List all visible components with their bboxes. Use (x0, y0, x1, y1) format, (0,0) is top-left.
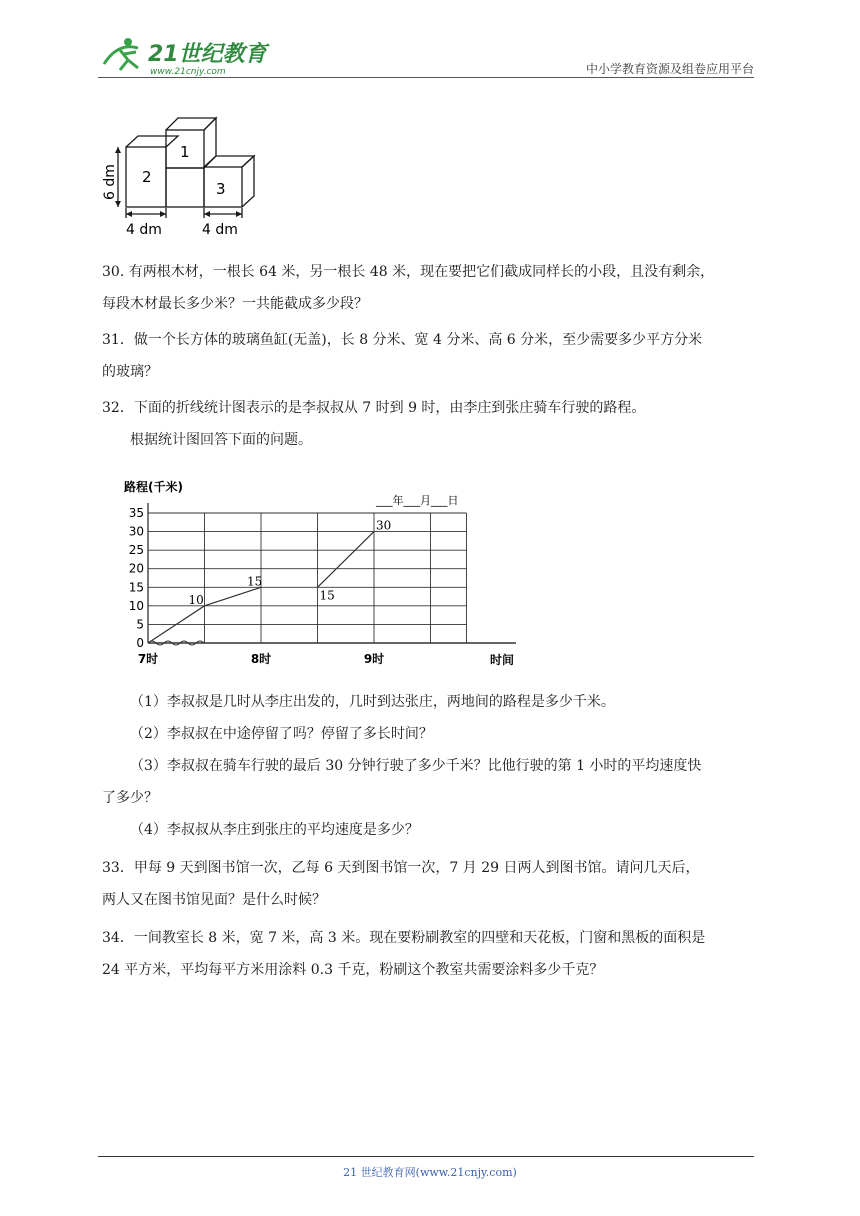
question-32 (102, 392, 762, 456)
page-header (98, 34, 754, 78)
logo-21cnjy (98, 34, 298, 78)
svg-text:21世纪教育: 21世纪教育 (148, 42, 267, 67)
y-tick-label: 5 (136, 617, 144, 632)
footer-divider (98, 1156, 754, 1157)
y-tick-label: 0 (136, 636, 144, 650)
question-31 (102, 324, 762, 388)
header-platform-text: 中小学教育资源及组卷应用平台 (585, 62, 754, 76)
chart-xlabel: 时间 (490, 653, 515, 667)
data-label: 10 (188, 592, 204, 607)
x-tick-label: 7时 (137, 652, 159, 666)
chart-date-label: ___年___月___日 (376, 494, 459, 507)
block-label-2: 2 (142, 168, 152, 186)
question-32-sub1: （1）李叔叔是几时从李庄出发的，几时到达张庄，两地间的路程是多少千米。 (130, 694, 615, 710)
x-tick-label: 8时 (250, 652, 272, 666)
height-dimension-label: 6 dm (102, 164, 118, 200)
distance-time-line-chart (108, 474, 528, 674)
y-tick-label: 10 (128, 598, 144, 613)
y-tick-label: 35 (128, 506, 144, 520)
question-33-line2: 两人又在图书馆见面？是什么时候？ (102, 892, 326, 908)
header-divider (98, 77, 754, 78)
data-label: 15 (319, 588, 335, 603)
question-32-sub4: （4）李叔叔从李庄到张庄的平均速度是多少？ (130, 822, 419, 838)
question-32-sub3-line1: （3）李叔叔在骑车行驶的最后 30 分钟行驶了多少千米？比他行驶的第 1 小时的平均速度快 (130, 758, 702, 774)
question-32-sub3-line2: 了多少？ (102, 790, 158, 806)
y-tick-label: 20 (128, 561, 144, 576)
question-34-line2: 24 平方米，平均每平方米用涂料 0.3 千克，粉刷这个教室共需要涂料多少千克？ (102, 962, 604, 978)
x-tick-label: 9时 (363, 652, 385, 666)
width-dimension-label-right: 4 dm (202, 222, 238, 238)
chart-ylabel: 路程(千米) (124, 480, 183, 494)
svg-text:www.21cnjy.com: www.21cnjy.com (150, 67, 226, 77)
data-label: 30 (376, 518, 392, 533)
y-tick-label: 30 (128, 524, 144, 539)
width-dimension-label-left: 4 dm (126, 222, 162, 238)
question-32-sub2: （2）李叔叔在中途停留了吗？停留了多长时间？ (130, 726, 433, 742)
block-label-1: 1 (180, 143, 190, 161)
question-32-line1: 32．下面的折线统计图表示的是李叔叔从 7 时到 9 时，由李庄到张庄骑车行驶的路程。 (102, 400, 646, 416)
question-31-line1: 31．做一个长方体的玻璃鱼缸(无盖)，长 8 分米、宽 4 分米、高 6 分米，至少需要多少平方分米 (102, 332, 703, 348)
question-31-line2: 的玻璃？ (102, 364, 158, 380)
block-label-3: 3 (216, 180, 226, 198)
footer-text: 21 世纪教育网(www.21cnjy.com) (343, 1166, 517, 1179)
series-line-segment-2 (318, 532, 375, 588)
question-30-line1: 30. 有两根木材，一根长 64 米，另一根长 48 米，现在要把它们截成同样长的小段，且没有剩余， (102, 264, 715, 280)
question-33-line1: 33．甲每 9 天到图书馆一次，乙每 6 天到图书馆一次，7 月 29 日两人到图书馆。请问几天后， (102, 860, 700, 876)
y-tick-label: 15 (128, 580, 144, 595)
question-30 (102, 256, 762, 320)
question-30-line2: 每段木材最长多少米？一共能截成多少段？ (102, 296, 368, 312)
y-tick-label: 25 (128, 543, 144, 558)
question-32-line2: 根据统计图回答下面的问题。 (130, 432, 312, 448)
question-32-sub-list (102, 686, 762, 846)
question-34-line1: 34．一间教室长 8 米，宽 7 米，高 3 米。现在要粉刷教室的四壁和天花板，门窗和黑板的面积是 (102, 930, 706, 946)
data-label: 15 (247, 574, 263, 589)
question-33 (102, 852, 762, 916)
question-34 (102, 922, 762, 986)
stacked-cubes-figure (96, 112, 276, 242)
